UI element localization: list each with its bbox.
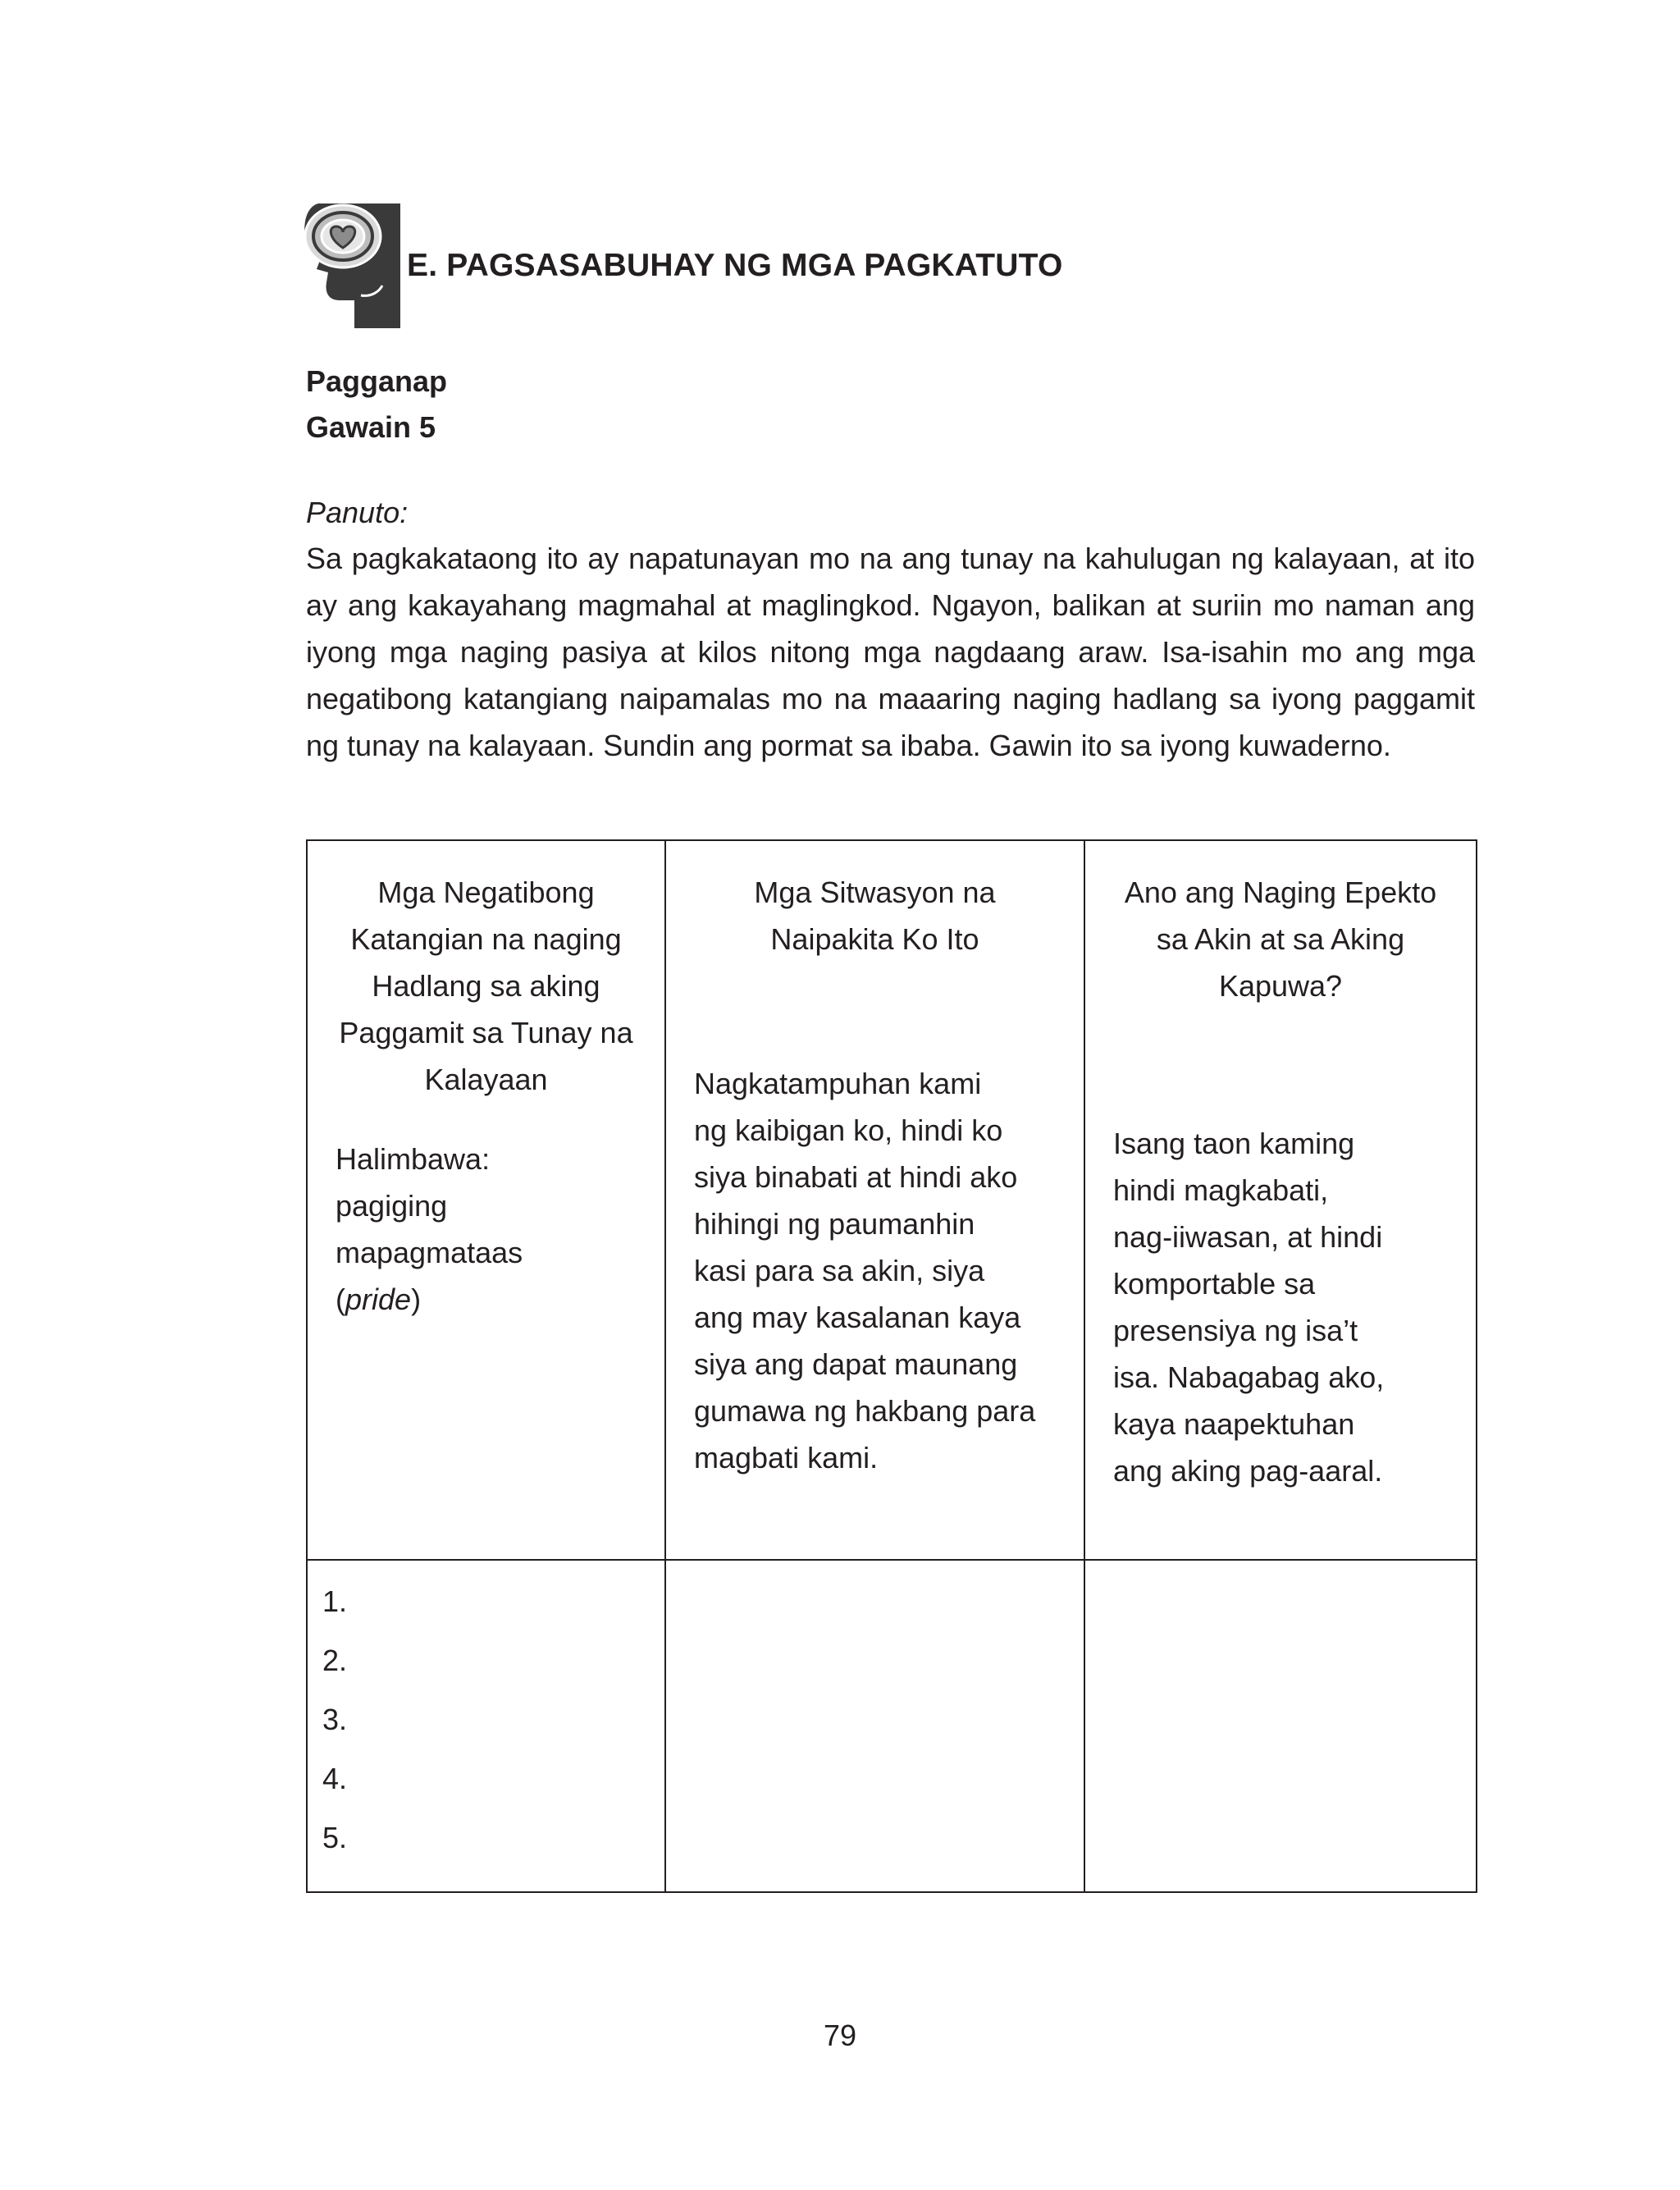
example-line: pagiging <box>336 1189 448 1223</box>
example-line: Halimbawa: <box>336 1142 491 1176</box>
header-line: Mga Sitwasyon na <box>754 876 996 909</box>
example-line: nag-iiwasan, at hindi <box>1113 1220 1383 1254</box>
page-number: 79 <box>823 2019 857 2052</box>
example-line: magbati kami. <box>694 1441 879 1474</box>
header-line: Katangian na naging <box>350 922 622 956</box>
table-cell-col1 <box>307 840 665 1560</box>
example-line: kasi para sa akin, siya <box>694 1254 985 1287</box>
example-line: ang aking pag-aaral. <box>1113 1454 1383 1488</box>
instructions-label: Panuto: <box>306 496 409 529</box>
list-item: 4. <box>322 1762 348 1795</box>
table-cell-empty <box>1084 1560 1477 1892</box>
head-heart-icon <box>304 203 402 328</box>
example-line: ang may kasalanan kaya <box>694 1301 1021 1334</box>
list-item: 3. <box>322 1703 348 1736</box>
header-line: Naipakita Ko Ito <box>770 922 979 956</box>
example-col3 <box>1085 1009 1476 1494</box>
subheading-pagganap: Pagganap <box>306 364 448 398</box>
example-line: siya ang dapat maunang <box>694 1347 1018 1381</box>
list-item: 1. <box>322 1584 348 1618</box>
example-line: Nagkatampuhan kami <box>694 1067 982 1100</box>
table-cell-empty <box>665 1560 1084 1892</box>
example-line: gumawa ng hakbang para <box>694 1394 1036 1428</box>
table-cell-numbers <box>307 1560 665 1892</box>
table-row-answers <box>307 1560 1477 1892</box>
table-cell-col3 <box>1084 840 1477 1560</box>
header-line: Kalayaan <box>424 1063 548 1096</box>
example-line: ng kaibigan ko, hindi ko <box>694 1113 1003 1147</box>
example-line: siya binabati at hindi ako <box>694 1160 1018 1194</box>
header-line: Kapuwa? <box>1218 969 1343 1003</box>
example-col2 <box>666 962 1084 1481</box>
subheading-gawain: Gawain 5 <box>306 410 436 444</box>
column-header-2 <box>682 841 1067 962</box>
header-line: Ano ang Naging Epekto <box>1124 876 1437 909</box>
example-line: isa. Nabagabag ako, <box>1113 1360 1385 1394</box>
example-line: mapagmataas <box>336 1236 523 1269</box>
header-line: Paggamit sa Tunay na <box>339 1016 633 1049</box>
numbered-list <box>308 1561 664 1868</box>
instructions-text: Sa pagkakataong ito ay napatunayan mo na ang tunay na kahulugan ng kalayaan, at ito ay ang kakayahang magmahal at maglingkod. Ngayon, balikan at suriin mo naman ang iyong mga naging pasiya at kilos nitong mga nagdaang araw. Isa-isahin mo ang mga negatibong katangiang naipamalas mo na maaaring naging hadlang sa iyong paggamit ng tunay na kalayaan. Sundin ang pormat sa ibaba. Gawin ito sa iyong kuwaderno. <box>306 542 1475 762</box>
paren-close: ) <box>411 1282 422 1316</box>
example-line: hihingi ng paumanhin <box>694 1207 975 1241</box>
header-line: Mga Negatibong <box>377 876 595 909</box>
table-cell-col2 <box>665 840 1084 1560</box>
header-line: sa Akin at sa Aking <box>1156 922 1405 956</box>
section-title: E. PAGSASABUHAY NG MGA PAGKATUTO <box>407 248 1063 283</box>
example-line: kaya naapektuhan <box>1113 1407 1355 1441</box>
column-header-1 <box>324 841 648 1103</box>
example-line: presensiya ng isa’t <box>1113 1314 1358 1347</box>
paren-open: ( <box>336 1282 345 1316</box>
example-italic-term: pride <box>345 1282 412 1316</box>
list-item: 2. <box>322 1644 348 1677</box>
table-row-example <box>307 840 1477 1560</box>
activity-table <box>306 839 1477 1893</box>
list-item: 5. <box>322 1821 348 1854</box>
column-header-3 <box>1102 841 1459 1009</box>
example-line <box>336 1276 648 1323</box>
example-col1 <box>308 1103 664 1323</box>
example-line: komportable sa <box>1113 1267 1316 1301</box>
example-line: hindi magkabati, <box>1113 1173 1329 1207</box>
header-line: Hadlang sa aking <box>372 969 600 1003</box>
example-line: Isang taon kaming <box>1113 1127 1355 1160</box>
